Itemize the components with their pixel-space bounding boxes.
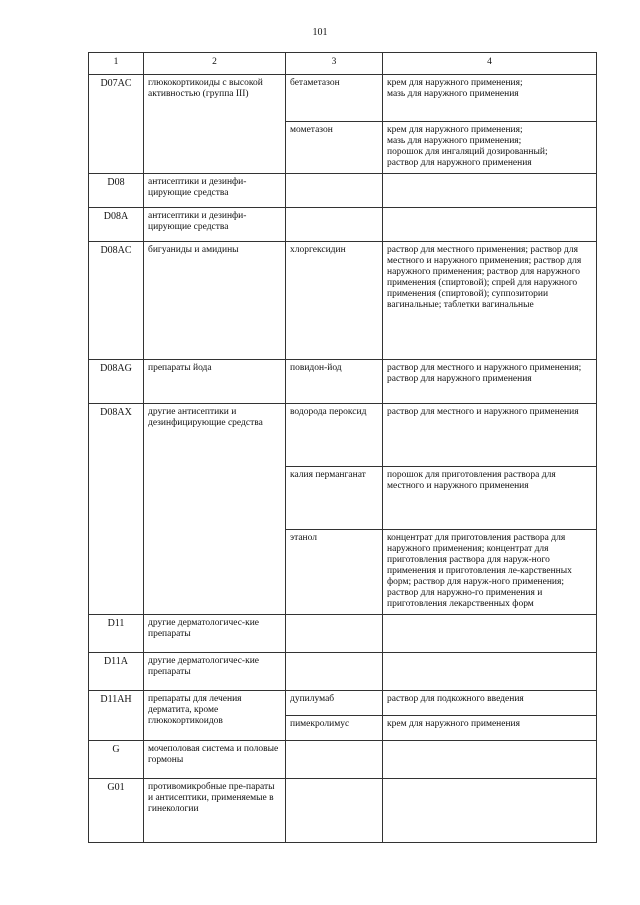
table-body [89,75,597,843]
atc-code-cell: G01 [89,779,144,843]
atc-code-cell: D08AX [89,404,144,615]
atc-code-cell: D11 [89,615,144,653]
column-header-1: 1 [89,53,144,75]
table-row [89,741,597,779]
table-row [89,653,597,691]
column-header-2: 2 [144,53,286,75]
column-header-4: 4 [383,53,597,75]
table-row [89,404,597,467]
drug-name-cell: этанол [286,530,383,615]
dosage-forms-cell: крем для наружного применения [383,716,597,741]
group-name-cell: препараты йода [144,360,286,404]
group-name-cell: антисептики и дезинфи-цирующие средства [144,208,286,242]
dosage-forms-cell [383,779,597,843]
dosage-forms-cell [383,615,597,653]
header-row [89,53,597,75]
table-row [89,75,597,122]
table-row [89,615,597,653]
dosage-forms-cell: порошок для приготовления раствора для местного и наружного применения [383,467,597,530]
group-name-cell: препараты для лечения дерматита, кроме глюкокортикоидов [144,691,286,741]
drug-name-cell: водорода пероксид [286,404,383,467]
group-name-cell: другие антисептики и дезинфицирующие средства [144,404,286,615]
dosage-forms-cell: раствор для местного применения; раствор для местного и наружного применения; раствор для наружного применения; раствор для наружного применения (спиртовой); спрей для наружного применения (спиртовой); суппозитории вагинальные; таблетки вагинальные [383,242,597,360]
drug-name-cell: повидон-йод [286,360,383,404]
table-row [89,779,597,843]
column-header-3: 3 [286,53,383,75]
drug-name-cell [286,653,383,691]
dosage-forms-cell [383,174,597,208]
atc-code-cell: D07AC [89,75,144,174]
dosage-forms-cell: раствор для подкожного введения [383,691,597,716]
dosage-forms-cell: крем для наружного применения; мазь для наружного применения; порошок для ингаляций дозированный; раствор для наружного применения [383,122,597,174]
dosage-forms-cell [383,653,597,691]
group-name-cell: мочеполовая система и половые гормоны [144,741,286,779]
drug-name-cell: хлоргексидин [286,242,383,360]
drug-name-cell: бетаметазон [286,75,383,122]
dosage-forms-cell: раствор для местного и наружного применения [383,404,597,467]
drug-name-cell [286,208,383,242]
group-name-cell: другие дерматологичес-кие препараты [144,615,286,653]
dosage-forms-cell: крем для наружного применения; мазь для наружного применения [383,75,597,122]
atc-code-cell: D11A [89,653,144,691]
group-name-cell: противомикробные пре-параты и антисептики, применяемые в гинекологии [144,779,286,843]
dosage-forms-cell: раствор для местного и наружного применения; раствор для наружного применения [383,360,597,404]
table-row [89,174,597,208]
drug-name-cell: пимекролимус [286,716,383,741]
drug-name-cell [286,174,383,208]
group-name-cell: бигуаниды и амидины [144,242,286,360]
group-name-cell: антисептики и дезинфи-цирующие средства [144,174,286,208]
atc-code-cell: D08AC [89,242,144,360]
page-number: 101 [312,27,328,38]
table-row [89,360,597,404]
drug-name-cell: дупилумаб [286,691,383,716]
atc-code-cell: D11AH [89,691,144,741]
group-name-cell: другие дерматологичес-кие препараты [144,653,286,691]
drug-name-cell [286,615,383,653]
drug-name-cell: калия перманганат [286,467,383,530]
table-row [89,242,597,360]
dosage-forms-cell [383,208,597,242]
drug-name-cell: мометазон [286,122,383,174]
table-row [89,208,597,242]
atc-code-cell: D08AG [89,360,144,404]
dosage-forms-cell: концентрат для приготовления раствора для наружного применения; концентрат для приготовления раствора для наруж-ного применения и приготовления ле-карственных форм; раствор для наруж-ного применения; раствор для наружно-го применения и приготовления лекарственных форм [383,530,597,615]
drug-table [88,52,597,843]
atc-code-cell: D08 [89,174,144,208]
dosage-forms-cell [383,741,597,779]
group-name-cell: глюкокортикоиды с высокой активностью (группа III) [144,75,286,174]
atc-code-cell: D08A [89,208,144,242]
drug-name-cell [286,741,383,779]
atc-code-cell: G [89,741,144,779]
table-row [89,691,597,716]
drug-name-cell [286,779,383,843]
